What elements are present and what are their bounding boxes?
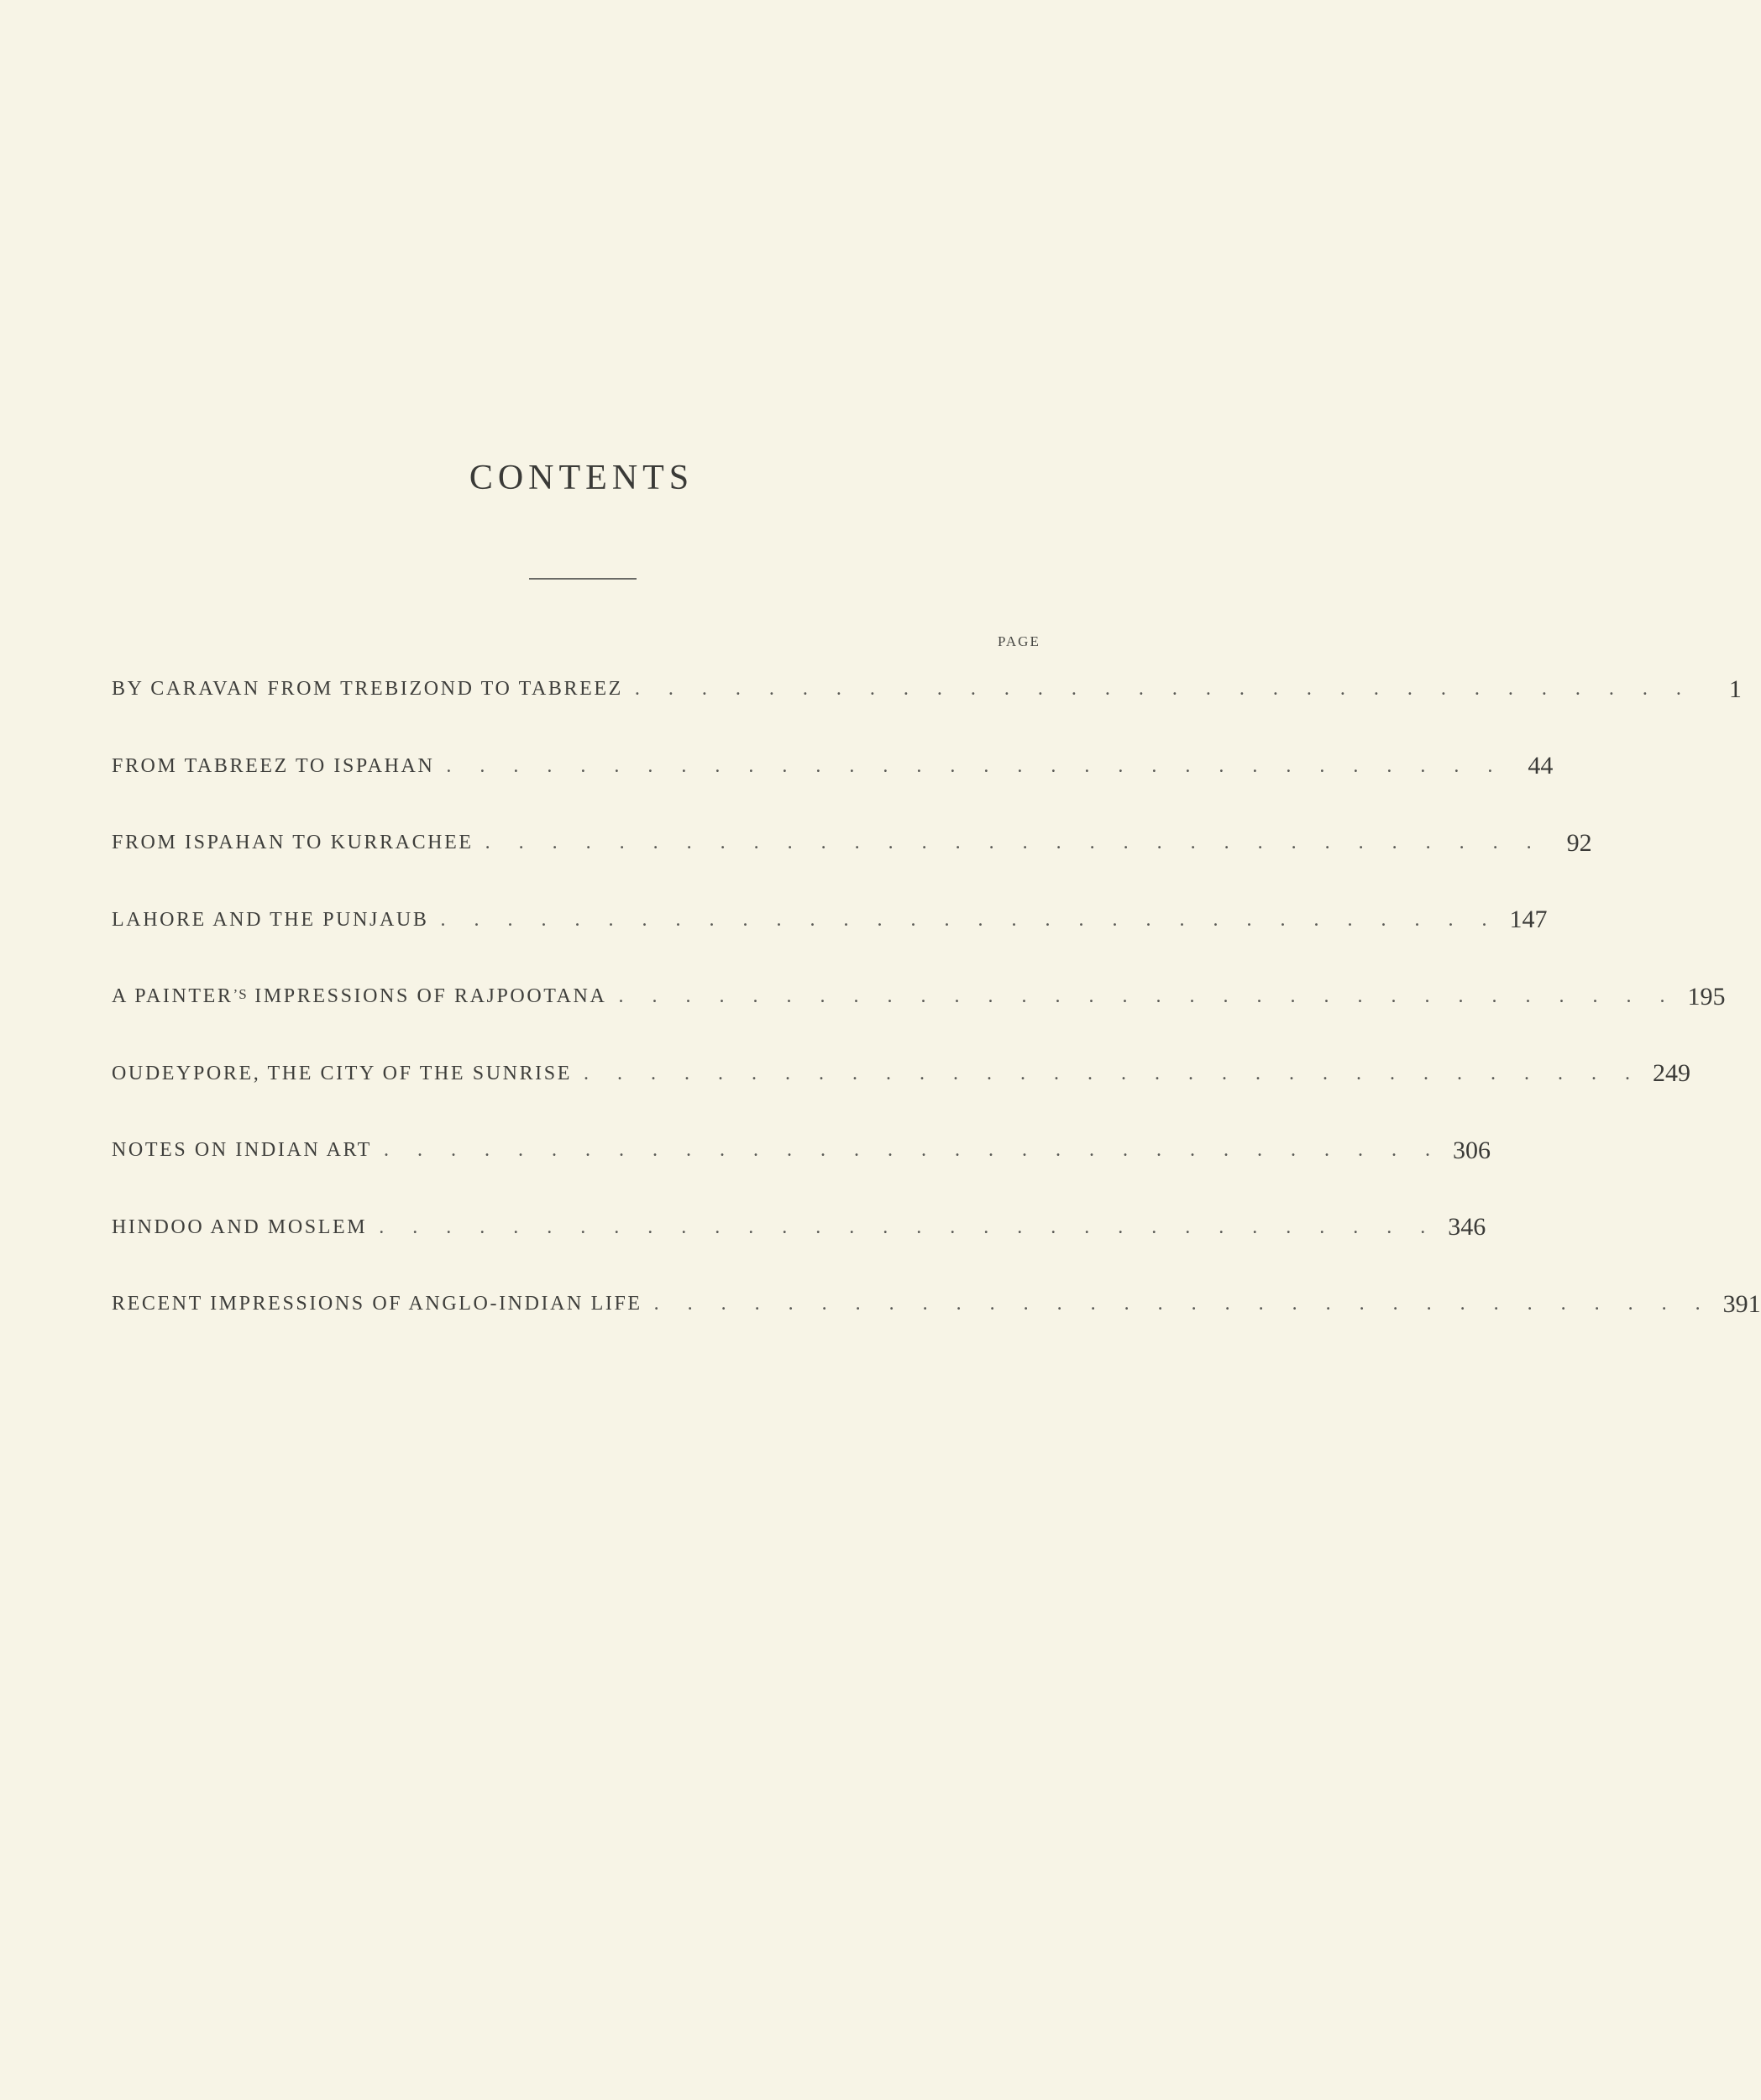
toc-entry [112, 1189, 1486, 1267]
toc-entry-page: 306 [1452, 1136, 1491, 1164]
dot-leader: . . . . . . . . . . . . . . . . . . . . . . . . . . . . . . . . [634, 678, 1693, 701]
toc-entry-title: BY CARAVAN FROM TREBIZOND TO TABREEZ [112, 678, 623, 701]
toc-entry-page: 391 [1722, 1289, 1761, 1318]
table-of-contents [112, 651, 1761, 1343]
toc-entry-title: LAHORE AND THE PUNJAUB [112, 908, 429, 931]
toc-entry-title-smallcaps: ’S [233, 986, 248, 1003]
toc-entry-title [112, 985, 606, 1008]
toc-entry [112, 728, 1554, 806]
toc-entry [112, 1112, 1491, 1189]
toc-entry-page: 195 [1687, 982, 1726, 1011]
page-column-label: PAGE [998, 633, 1040, 649]
toc-entry [112, 805, 1592, 882]
toc-entry [112, 958, 1726, 1036]
toc-entry-page: 44 [1528, 752, 1554, 780]
page-title: CONTENTS [469, 459, 694, 497]
toc-entry-page: 147 [1509, 906, 1548, 934]
toc-entry-title: FROM TABREEZ TO ISPAHAN [112, 754, 435, 777]
toc-entry-title: FROM ISPAHAN TO KURRACHEE [112, 832, 474, 854]
toc-entry-title: OUDEYPORE, THE CITY OF THE SUNRISE [112, 1062, 572, 1084]
dot-leader: . . . . . . . . . . . . . . . . . . . . . . . . . . . . . . . . [379, 1215, 1438, 1238]
toc-entry-page: 249 [1652, 1059, 1690, 1088]
toc-entry-title-part: A PAINTER [112, 985, 233, 1008]
toc-entry [112, 1266, 1761, 1343]
dot-leader: . . . . . . . . . . . . . . . . . . . . . . . . . . . . . . . . [446, 754, 1505, 777]
dot-leader: . . . . . . . . . . . . . . . . . . . . . . . . . . . . . . . . [440, 908, 1499, 931]
toc-entry-title: HINDOO AND MOSLEM [112, 1215, 368, 1238]
dot-leader: . . . . . . . . . . . . . . . . . . . . . . . . . . . . . . . . [383, 1139, 1442, 1162]
dot-leader: . . . . . . . . . . . . . . . . . . . . . . . . . . . . . . . . [583, 1062, 1642, 1084]
toc-entry [112, 882, 1548, 959]
dot-leader: . . . . . . . . . . . . . . . . . . . . . . . . . . . . . . . . [618, 985, 1677, 1008]
toc-entry [112, 651, 1742, 728]
toc-entry-page: 92 [1566, 828, 1592, 857]
toc-entry-title: RECENT IMPRESSIONS OF ANGLO-INDIAN LIFE [112, 1293, 642, 1315]
toc-entry-title: NOTES ON INDIAN ART [112, 1139, 372, 1162]
toc-entry-title-part: IMPRESSIONS OF RAJPOOTANA [247, 985, 607, 1008]
dot-leader: . . . . . . . . . . . . . . . . . . . . . . . . . . . . . . . . [485, 832, 1543, 854]
title-rule [529, 578, 637, 580]
toc-entry-page: 346 [1448, 1213, 1486, 1242]
toc-entry-page: 1 [1728, 675, 1742, 703]
dot-leader: . . . . . . . . . . . . . . . . . . . . . . . . . . . . . . . . [653, 1293, 1712, 1315]
toc-entry [112, 1036, 1690, 1113]
